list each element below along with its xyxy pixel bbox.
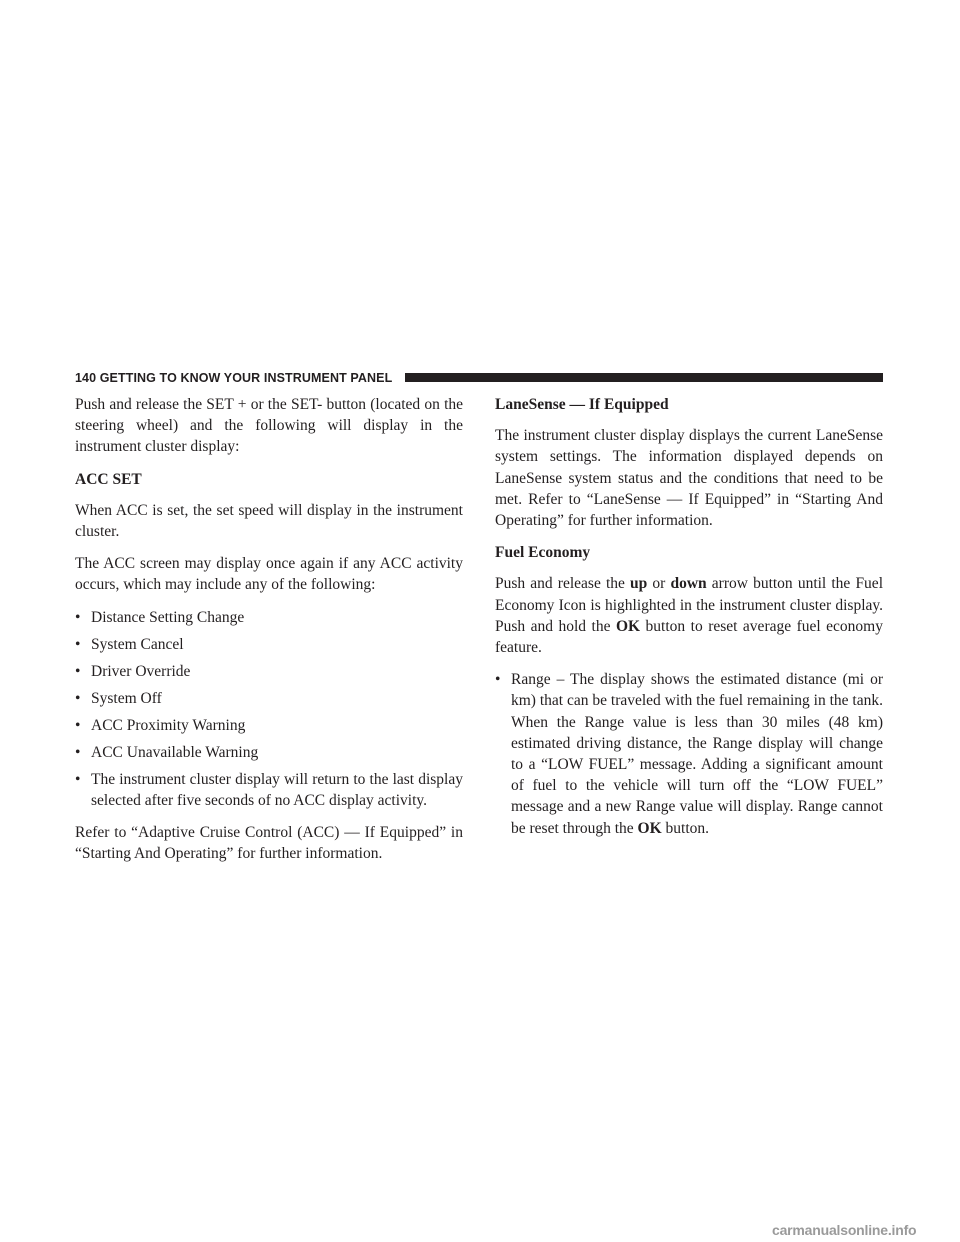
page-header: [75, 370, 883, 386]
heading-acc-set: ACC SET: [75, 470, 142, 488]
up-button-label: up: [630, 575, 648, 593]
acc-activity-paragraph: The ACC screen may display once again if any ACC activity occurs, which may include any of the following:: [75, 555, 463, 594]
down-button-label: down: [670, 575, 707, 593]
list-item: • The instrument cluster display will return to the last display selected after five seconds of no ACC display activity.: [75, 770, 463, 809]
lanesense-paragraph: The instrument cluster display displays the current LaneSense system settings. The information displayed depends on LaneSense system status and the conditions that need to be met. Refer to “LaneSense — If Equipped” in “Starting And Operating” for further information.: [495, 427, 883, 530]
fuel-economy-paragraph: Push and release the up or down arrow button until the Fuel Economy Icon is highlighted in the instrument cluster display. Push and hold the OK button to reset average fuel economy feature.: [495, 575, 883, 657]
list-item: • Driver Override: [75, 661, 463, 682]
ok-button-label: OK: [637, 819, 662, 837]
list-item: • ACC Proximity Warning: [75, 715, 463, 736]
acc-set-paragraph: When ACC is set, the set speed will display in the instrument cluster.: [75, 501, 463, 541]
ok-button-label: OK: [615, 617, 641, 635]
bullet-icon: •: [495, 671, 501, 689]
bullet-icon: •: [75, 716, 81, 734]
bullet-icon: •: [75, 743, 81, 761]
list-item: • System Off: [75, 688, 463, 709]
header-rule: [405, 373, 883, 382]
list-item: • Distance Setting Change: [75, 607, 463, 628]
acc-reference-paragraph: Refer to “Adaptive Cruise Control (ACC) — If Equipped” in “Starting And Operating” for further information.: [75, 824, 463, 863]
page-number-and-section-title: 140 GETTING TO KNOW YOUR INSTRUMENT PANEL: [75, 370, 398, 386]
list-item: • System Cancel: [75, 634, 463, 655]
bullet-icon: •: [75, 689, 81, 707]
acc-activity-list: [75, 607, 463, 811]
list-item: • ACC Unavailable Warning: [75, 742, 463, 763]
list-item: • Range – The display shows the estimated distance (mi or km) that can be traveled with the fuel remaining in the tank. When the Range value is less than 30 miles (48 km) estimated driving distance, the Range display will change to a “LOW FUEL” message. Adding a significant amount of fuel to the vehicle will turn off the “LOW FUEL” message and a new Range value will display. Range cannot be reset through the OK button.: [495, 671, 883, 837]
intro-paragraph: Push and release the SET + or the SET- button (located on the steering wheel) and the following will display in the instrument cluster display:: [75, 396, 463, 456]
right-column: [495, 394, 883, 850]
bullet-icon: •: [75, 770, 81, 788]
site-watermark: carmanualsonline.info: [772, 1222, 917, 1238]
bullet-icon: •: [75, 662, 81, 680]
bullet-icon: •: [75, 608, 81, 626]
heading-fuel-economy: Fuel Economy: [495, 544, 591, 562]
bullet-icon: •: [75, 635, 81, 653]
left-column: [75, 394, 463, 875]
heading-lanesense: LaneSense — If Equipped: [495, 396, 669, 413]
fuel-economy-list: [495, 669, 883, 839]
